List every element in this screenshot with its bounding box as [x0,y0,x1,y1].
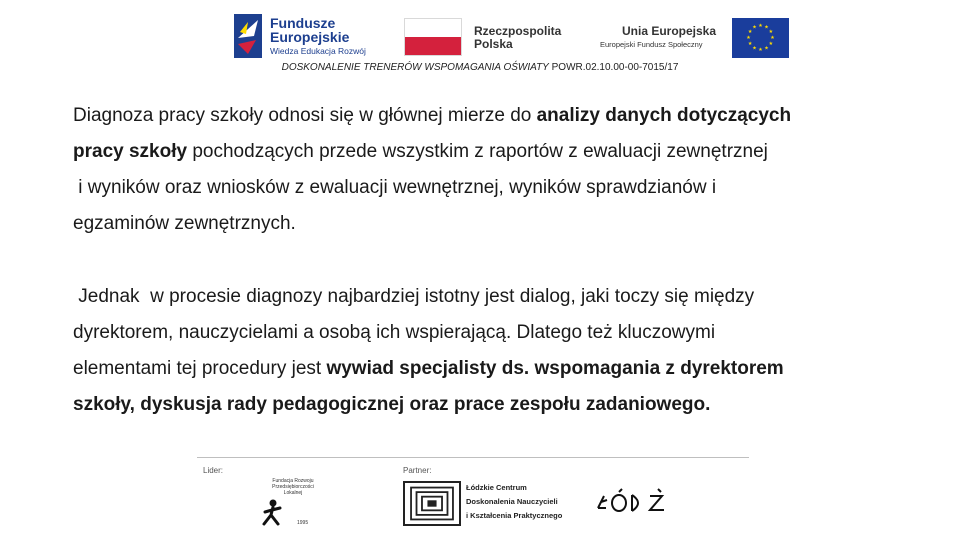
pl-logo-text: Rzeczpospolita Polska [474,24,562,51]
lodz-logo-icon [594,488,674,514]
fe-logo-subtitle: Wiedza Edukacja Rozwój [270,46,366,56]
partner-label: Partner: [403,466,432,475]
text-line: Jednak w procesie diagnozy najbardziej istotny jest dialog, jaki toczy się między [73,286,755,307]
svg-text:★: ★ [747,29,753,35]
text-line: dyrektorem, nauczycielami a osobą ich wspierającą. Dlatego też kluczowymi [73,322,716,343]
svg-text:★: ★ [768,29,774,35]
svg-text:★: ★ [752,24,757,31]
text-line: Diagnoza pracy szkoły odnosi się w głównej mierze do analizy danych dotyczących [73,105,792,126]
lider-logo-year: 1995 [297,520,309,526]
partner-name: Łódzkie Centrum Doskonalenia Nauczycieli i Kształcenia Praktycznego [466,483,563,520]
svg-text:★: ★ [747,41,753,47]
rzeczpospolita-polska-logo [404,16,574,58]
project-title: DOSKONALENIE TRENERÓW WSPOMAGANIA OŚWIATY POWR.02.10.00-00-7015/17 [281,62,679,73]
svg-text:★: ★ [770,35,775,41]
walking-person-icon [259,498,289,526]
unia-europejska-logo [600,18,790,58]
text-line: pracy szkoły pochodzących przede wszystkim z raportów z ewaluacji zewnętrznej [73,141,768,162]
svg-text:★: ★ [764,24,769,31]
text-line: i wyników oraz wniosków z ewaluacji wewnętrznej, wyników sprawdzianów i [73,177,717,198]
paragraph-dialog [73,279,903,423]
text-line: egzaminów zewnętrznych. [73,213,296,234]
paragraph-diagnosis [73,98,903,242]
svg-text:★: ★ [764,45,769,52]
fundusze-europejskie-logo [234,14,374,58]
svg-text:★: ★ [758,47,763,53]
lider-label: Lider: [203,466,224,475]
svg-text:★: ★ [768,41,774,47]
lider-logo-text: Fundacja Rozwoju Przedsiębiorczości Lokalnej [272,478,314,496]
eu-flag-icon [732,18,789,58]
svg-text:★: ★ [752,45,757,52]
text-line: elementami tej procedury jest wywiad specjalisty ds. wspomagania z dyrektorem [73,358,784,379]
fe-logo-title: Fundusze Europejskie [270,15,350,45]
svg-text:★: ★ [758,23,763,29]
svg-text:★: ★ [746,35,751,41]
polish-flag-icon [404,18,462,56]
lcdnikp-logo-icon [403,481,461,526]
eu-logo-title: Unia Europejska [622,24,717,38]
text-line: szkoły, dyskusja rady pedagogicznej oraz prace zespołu zadaniowego. [73,394,711,415]
footer-divider [197,457,749,458]
fundusze-europejskie-icon [234,14,262,58]
lider-logo [257,478,327,528]
eu-logo-subtitle: Europejski Fundusz Społeczny [600,40,703,49]
